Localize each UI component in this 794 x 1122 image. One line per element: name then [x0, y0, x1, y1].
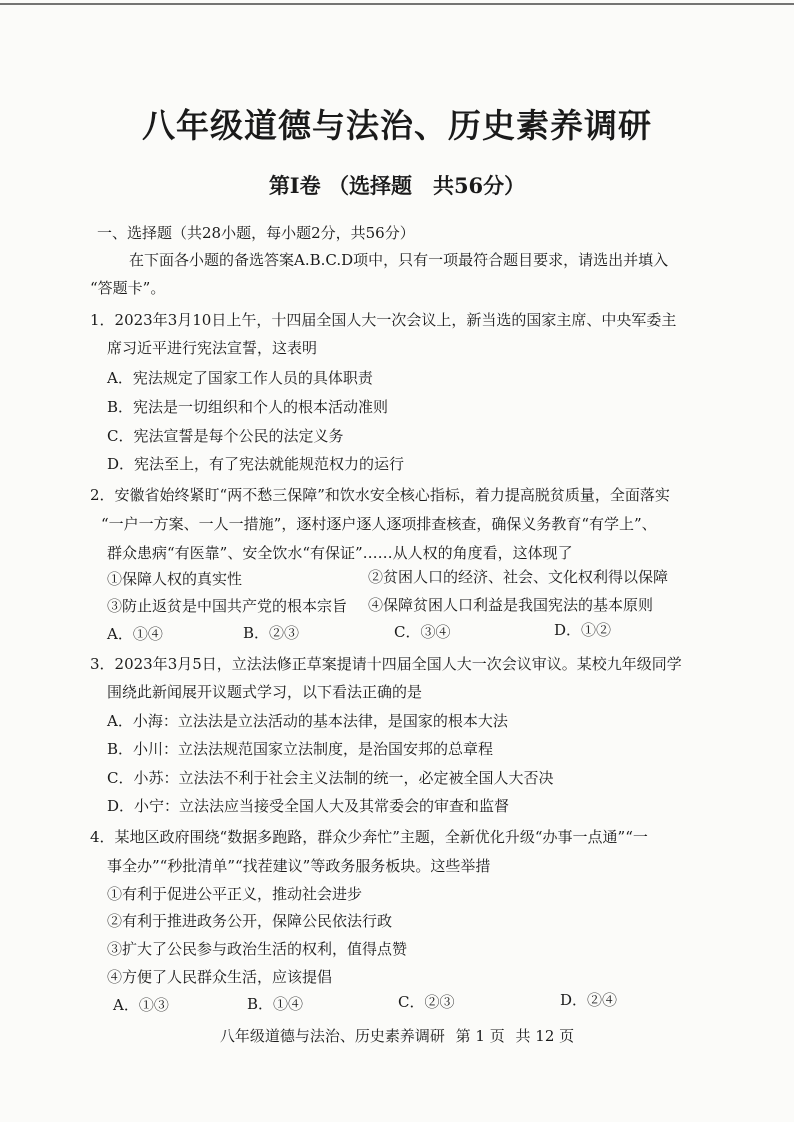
question-4-stem: 4．某地区政府围绕“数据多跑路，群众少奔忙”主题，全新优化升级“办事一点通”“一 — [90, 828, 648, 846]
question-4-statement: ③扩大了公民参与政治生活的权利，值得点赞 — [107, 940, 408, 958]
question-4-option-b: B．①④ — [247, 995, 304, 1013]
question-4-option-d: D．②④ — [560, 991, 618, 1009]
question-2-statement: ③防止返贫是中国共产党的根本宗旨 — [107, 597, 348, 615]
footer-page-number: 第 1 页 — [455, 1027, 505, 1045]
question-3-stem: 3．2023年3月5日，立法法修正草案提请十四届全国人大一次会议审议。某校九年级同学 — [90, 655, 682, 673]
question-2-stem: “一户一方案、一人一措施”，逐村逐户逐人逐项排查核查，确保义务教育“有学上”、 — [101, 515, 657, 533]
question-1-option-d: D．宪法至上，有了宪法就能规范权力的运行 — [107, 455, 405, 473]
scan-edge-line — [0, 3, 794, 5]
question-3-option-d: D．小宁：立法法应当接受全国人大及其常委会的审查和监督 — [107, 797, 510, 815]
question-1-option-c: C．宪法宣誓是每个公民的法定义务 — [107, 427, 344, 445]
question-2-stem: 2．安徽省始终紧盯“两不愁三保障”和饮水安全核心指标，着力提高脱贫质量，全面落实 — [90, 486, 670, 504]
question-2-option-b: B．②③ — [243, 624, 300, 642]
footer-exam-name: 八年级道德与法治、历史素养调研 — [219, 1027, 445, 1045]
question-2-statement: ①保障人权的真实性 — [107, 570, 243, 588]
question-2-statement: ④保障贫困人口利益是我国宪法的基本原则 — [368, 596, 654, 614]
question-4-statement: ④方便了人民群众生活，应该提倡 — [107, 968, 333, 986]
page-footer — [0, 1025, 794, 1046]
question-3-option-a: A．小海：立法法是立法活动的基本法律，是国家的根本大法 — [107, 712, 508, 730]
part-subtitle: 第Ⅰ卷 （选择题 共56分） — [268, 173, 526, 198]
question-2-statement: ②贫困人口的经济、社会、文化权利得以保障 — [368, 568, 669, 586]
question-3-stem: 围绕此新闻展开议题式学习，以下看法正确的是 — [107, 683, 423, 701]
instruction-line: 在下面各小题的备选答案A.B.C.D项中，只有一项最符合题目要求，请选出并填入 — [129, 251, 669, 269]
question-1-stem: 1．2023年3月10日上午，十四届全国人大一次会议上，新当选的国家主席、中央军委主 — [90, 311, 677, 329]
question-2-option-d: D．①② — [554, 621, 612, 639]
instruction-line: “答题卡”。 — [90, 279, 166, 297]
question-4-statement: ②有利于推进政务公开，保障公民依法行政 — [107, 912, 393, 930]
question-2-option-a: A．①④ — [107, 625, 163, 643]
question-3-option-c: C．小苏：立法法不利于社会主义法制的统一，必定被全国人大否决 — [107, 769, 554, 787]
question-4-statement: ①有利于促进公平正义，推动社会进步 — [107, 885, 363, 903]
question-1-stem: 席习近平进行宪法宣誓，这表明 — [107, 339, 318, 357]
page-title: 八年级道德与法治、历史素养调研 — [142, 106, 652, 145]
question-1-option-a: A．宪法规定了国家工作人员的具体职责 — [107, 369, 373, 387]
question-1-option-b: B．宪法是一切组织和个人的根本活动准则 — [107, 398, 389, 416]
question-2-stem: 群众患病“有医靠”、安全饮水“有保证”……从人权的角度看，这体现了 — [107, 544, 573, 562]
question-2-option-c: C．③④ — [394, 623, 451, 641]
footer-total-pages: 共 12 页 — [515, 1027, 575, 1045]
section-heading: 一、选择题（共28小题，每小题2分，共56分） — [97, 224, 415, 242]
question-3-option-b: B．小川：立法法规范国家立法制度，是治国安邦的总章程 — [107, 740, 494, 758]
question-4-stem: 事全办”“秒批清单”“找茬建议”等政务服务板块。这些举措 — [107, 857, 491, 875]
question-4-option-c: C．②③ — [398, 993, 455, 1011]
question-4-option-a: A．①③ — [113, 996, 169, 1014]
